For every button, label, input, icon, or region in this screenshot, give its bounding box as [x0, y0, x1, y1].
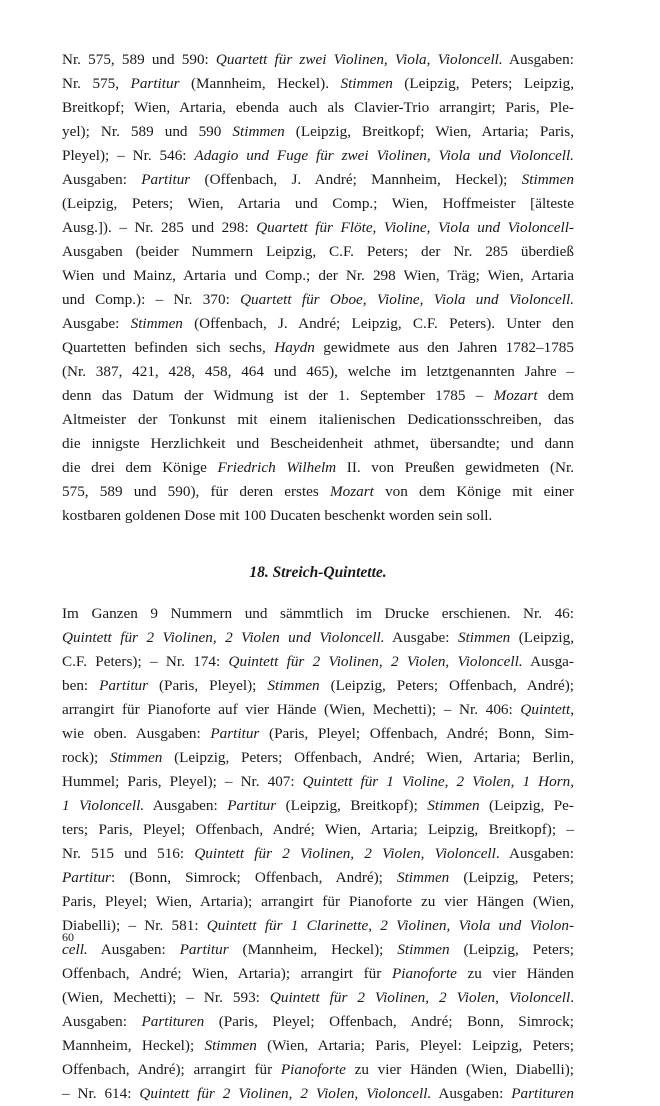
italic-run: Haydn	[274, 339, 315, 356]
page-number: 60	[62, 930, 74, 944]
italic-run: Stimmen	[110, 749, 163, 766]
text-run: yel); Nr. 589 und 590	[62, 123, 233, 140]
text-run: Altmeister der Tonkunst mit einem italienischen Dedicationsschreiben, das	[62, 411, 574, 428]
italic-run: cell.	[62, 941, 88, 958]
text-line	[62, 408, 574, 432]
text-line	[62, 770, 574, 794]
text-run: Ausga-	[522, 653, 574, 670]
italic-run: Partitur	[99, 677, 149, 694]
italic-run: Partitur	[179, 941, 229, 958]
italic-run: Quintett für 2 Violinen, 2 Violen, Violoncell	[269, 989, 571, 1006]
text-run: Ausgabe:	[384, 629, 458, 646]
text-run: Ausgabe:	[62, 315, 131, 332]
text-run: Diabelli); – Nr. 581:	[62, 917, 207, 934]
text-run: (Leipzig, Peters; Wien, Artaria und Comp.; Wien, Hoffmeister [älteste	[62, 195, 574, 212]
text-run: (Leipzig, Peters; Offenbach, André);	[319, 677, 574, 694]
italic-run: Stimmen	[232, 123, 285, 140]
italic-run: 1 Violoncell.	[62, 797, 145, 814]
text-line	[62, 144, 574, 168]
text-line	[62, 480, 574, 504]
text-line	[62, 674, 574, 698]
italic-run: Stimmen	[521, 171, 574, 188]
text-line	[62, 432, 574, 456]
text-run: (Leipzig, Breitkopf; Wien, Artaria; Paris,	[284, 123, 574, 140]
text-run: Nr. 575,	[62, 75, 131, 92]
text-run: zu vier Händen	[456, 965, 574, 982]
page-body	[62, 48, 574, 1106]
text-line	[62, 264, 574, 288]
paragraph-quintets	[62, 602, 574, 1106]
text-run: dem	[537, 387, 574, 404]
text-run: (Leipzig, Pe-	[479, 797, 574, 814]
italic-run: Quartett für Flöte, Violine, Viola und Violoncell-	[256, 219, 574, 236]
text-line	[62, 650, 574, 674]
text-run: kostbaren goldenen Dose mit 100 Ducaten beschenkt worden sein soll.	[62, 507, 493, 524]
italic-run: Partitur	[210, 725, 260, 742]
text-run: Ausg.]). – Nr. 285 und 298:	[62, 219, 257, 236]
italic-run: Quintett	[520, 701, 571, 718]
text-run: (Offenbach, J. André; Mannheim, Heckel);	[190, 171, 522, 188]
text-line	[62, 504, 574, 528]
italic-run: Pianoforte	[280, 1061, 346, 1078]
text-run: Im Ganzen 9 Nummern und sämmtlich im Drucke erschienen. Nr. 46:	[62, 605, 574, 622]
italic-run: Quartett für zwei Violinen, Viola, Violoncell.	[215, 51, 503, 68]
text-run: ters; Paris, Pleyel; Offenbach, André; Wien, Artaria; Leipzig, Breitkopf); –	[62, 821, 574, 838]
text-run: . Ausgaben:	[495, 845, 574, 862]
text-line	[62, 192, 574, 216]
text-run: Nr. 515 und 516:	[62, 845, 195, 862]
text-run: und Comp.): – Nr. 370:	[62, 291, 241, 308]
text-line	[62, 72, 574, 96]
text-run: : (Bonn, Simrock; Offenbach, André);	[110, 869, 397, 886]
text-line	[62, 168, 574, 192]
text-run: .	[570, 989, 574, 1006]
text-run: C.F. Peters); – Nr. 174:	[62, 653, 229, 670]
text-line	[62, 288, 574, 312]
text-line	[62, 746, 574, 770]
text-run: Offenbach, André; Wien, Artaria); arrangirt für	[62, 965, 392, 982]
text-run: – Nr. 614:	[62, 1085, 140, 1102]
text-run: (Leipzig, Peters; Offenbach, André; Wien, Artaria; Berlin,	[162, 749, 575, 766]
text-run: arrangirt für Pianoforte auf vier Hände (Wien, Mechetti); – Nr. 406:	[62, 701, 521, 718]
text-run: denn das Datum der Widmung ist der 1. September 1785 –	[62, 387, 494, 404]
text-run: zu vier Händen (Wien, Diabelli);	[345, 1061, 574, 1078]
italic-run: Partitur	[62, 869, 111, 886]
text-run: Wien und Mainz, Artaria und Comp.; der Nr. 298 Wien, Träg; Wien, Artaria	[62, 267, 574, 284]
italic-run: Stimmen	[267, 677, 320, 694]
italic-run: Friedrich Wilhelm	[217, 459, 337, 476]
italic-run: Adagio und Fuge für zwei Violinen, Viola und Violoncell.	[194, 147, 574, 164]
italic-run: Stimmen	[427, 797, 480, 814]
text-run: (Mannheim, Heckel);	[228, 941, 398, 958]
text-line	[62, 240, 574, 264]
text-line	[62, 938, 574, 962]
text-run: gewidmete aus den Jahren 1782–1785	[314, 339, 574, 356]
text-line	[62, 890, 574, 914]
text-run: Paris, Pleyel; Wien, Artaria); arrangirt für Pianoforte zu vier Hängen (Wien,	[62, 893, 574, 910]
text-run: (Leipzig,	[510, 629, 574, 646]
text-run: Ausgaben:	[431, 1085, 512, 1102]
text-run: Nr. 575, 589 und 590:	[62, 51, 216, 68]
paragraph-quartets	[62, 48, 574, 528]
italic-run: Quintett für 1 Clarinette, 2 Violinen, Viola und Violon-	[206, 917, 574, 934]
text-line	[62, 360, 574, 384]
text-line	[62, 384, 574, 408]
text-line	[62, 962, 574, 986]
text-run: (Paris, Pleyel; Offenbach, André; Bonn, Sim-	[259, 725, 574, 742]
text-line	[62, 456, 574, 480]
text-run: rock);	[62, 749, 111, 766]
italic-run: Stimmen	[457, 629, 511, 646]
text-run: Ausgaben:	[502, 51, 574, 68]
text-run: Hummel; Paris, Pleyel); – Nr. 407:	[62, 773, 303, 790]
text-line	[62, 1010, 574, 1034]
italic-run: Stimmen	[130, 315, 183, 332]
text-run: (Wien, Artaria; Paris, Pleyel: Leipzig, Peters;	[256, 1037, 574, 1054]
text-run: (Leipzig, Peters;	[449, 941, 574, 958]
text-line	[62, 1058, 574, 1082]
italic-run: Stimmen	[396, 869, 450, 886]
italic-run: Mozart	[493, 387, 538, 404]
text-line	[62, 96, 574, 120]
section-heading: 18. Streich-Quintette.	[249, 564, 387, 581]
italic-run: Partituren	[141, 1013, 205, 1030]
text-run: wie oben. Ausgaben:	[62, 725, 211, 742]
text-run: (Leipzig, Breitkopf);	[276, 797, 428, 814]
text-run: (Nr. 387, 421, 428, 458, 464 und 465), welche im letztgenannten Jahre –	[62, 363, 574, 380]
text-line	[62, 120, 574, 144]
text-run: (Offenbach, J. André; Leipzig, C.F. Peters). Unter den	[182, 315, 574, 332]
text-run: Ausgaben:	[87, 941, 180, 958]
text-run: Offenbach, André); arrangirt für	[62, 1061, 281, 1078]
text-line	[62, 602, 574, 626]
text-run: Quartetten befinden sich sechs,	[62, 339, 275, 356]
text-run: von dem Könige mit einer	[373, 483, 574, 500]
text-line	[62, 1034, 574, 1058]
text-line	[62, 842, 574, 866]
text-run: ben:	[62, 677, 100, 694]
text-line	[62, 818, 574, 842]
text-line	[62, 48, 574, 72]
italic-run: Pianoforte	[391, 965, 457, 982]
italic-run: Quintett für 2 Violinen, 2 Violen und Violoncell.	[62, 629, 385, 646]
text-run: (Mannheim, Heckel).	[179, 75, 341, 92]
text-run: die innigste Herzlichkeit und Bescheidenheit athmet, übersandte; und dann	[62, 435, 574, 452]
italic-run: Quintett für 2 Violinen, 2 Violen, Violoncell	[194, 845, 496, 862]
italic-run: Partitur	[130, 75, 180, 92]
italic-run: Partitur	[227, 797, 277, 814]
text-run: die drei dem Könige	[62, 459, 218, 476]
text-run: II. von Preußen gewidmeten (Nr.	[336, 459, 574, 476]
text-line	[62, 1082, 574, 1106]
text-line	[62, 866, 574, 890]
text-run: (Leipzig, Peters; Leipzig,	[392, 75, 575, 92]
text-line	[62, 312, 574, 336]
text-run: Mannheim, Heckel);	[62, 1037, 205, 1054]
text-run: 575, 589 und 590), für deren erstes	[62, 483, 330, 500]
text-line	[62, 336, 574, 360]
italic-run: Quintett für 2 Violinen, 2 Violen, Violoncell.	[139, 1085, 432, 1102]
text-run: Ausgaben:	[62, 171, 142, 188]
text-run: (Wien, Mechetti); – Nr. 593:	[62, 989, 270, 1006]
text-run: (Leipzig, Peters;	[449, 869, 574, 886]
text-line	[62, 216, 574, 240]
text-run: Ausgaben:	[144, 797, 228, 814]
text-run: (Paris, Pleyel; Offenbach, André; Bonn, Simrock;	[204, 1013, 574, 1030]
italic-run: Stimmen	[204, 1037, 257, 1054]
italic-run: Quintett für 2 Violinen, 2 Violen, Violoncell.	[228, 653, 523, 670]
text-line	[62, 698, 574, 722]
text-run: (Paris, Pleyel);	[148, 677, 268, 694]
italic-run: Mozart	[330, 483, 374, 500]
italic-run: Partituren	[511, 1085, 574, 1102]
text-line	[62, 626, 574, 650]
text-run: ,	[570, 701, 574, 718]
text-run: Ausgaben:	[62, 1013, 142, 1030]
italic-run: Partitur	[141, 171, 191, 188]
text-run: Breitkopf; Wien, Artaria, ebenda auch als Clavier-Trio arrangirt; Paris, Ple-	[62, 99, 574, 116]
italic-run: Quintett für 1 Violine, 2 Violen, 1 Horn,	[302, 773, 574, 790]
text-line	[62, 794, 574, 818]
italic-run: Quartett für Oboe, Violine, Viola und Violoncell.	[240, 291, 574, 308]
text-run: Pleyel); – Nr. 546:	[62, 147, 195, 164]
text-run: Ausgaben (beider Nummern Leipzig, C.F. Peters; der Nr. 285 überdieß	[62, 243, 574, 260]
italic-run: Stimmen	[397, 941, 450, 958]
text-line	[62, 914, 574, 938]
text-line	[62, 722, 574, 746]
italic-run: Stimmen	[340, 75, 393, 92]
